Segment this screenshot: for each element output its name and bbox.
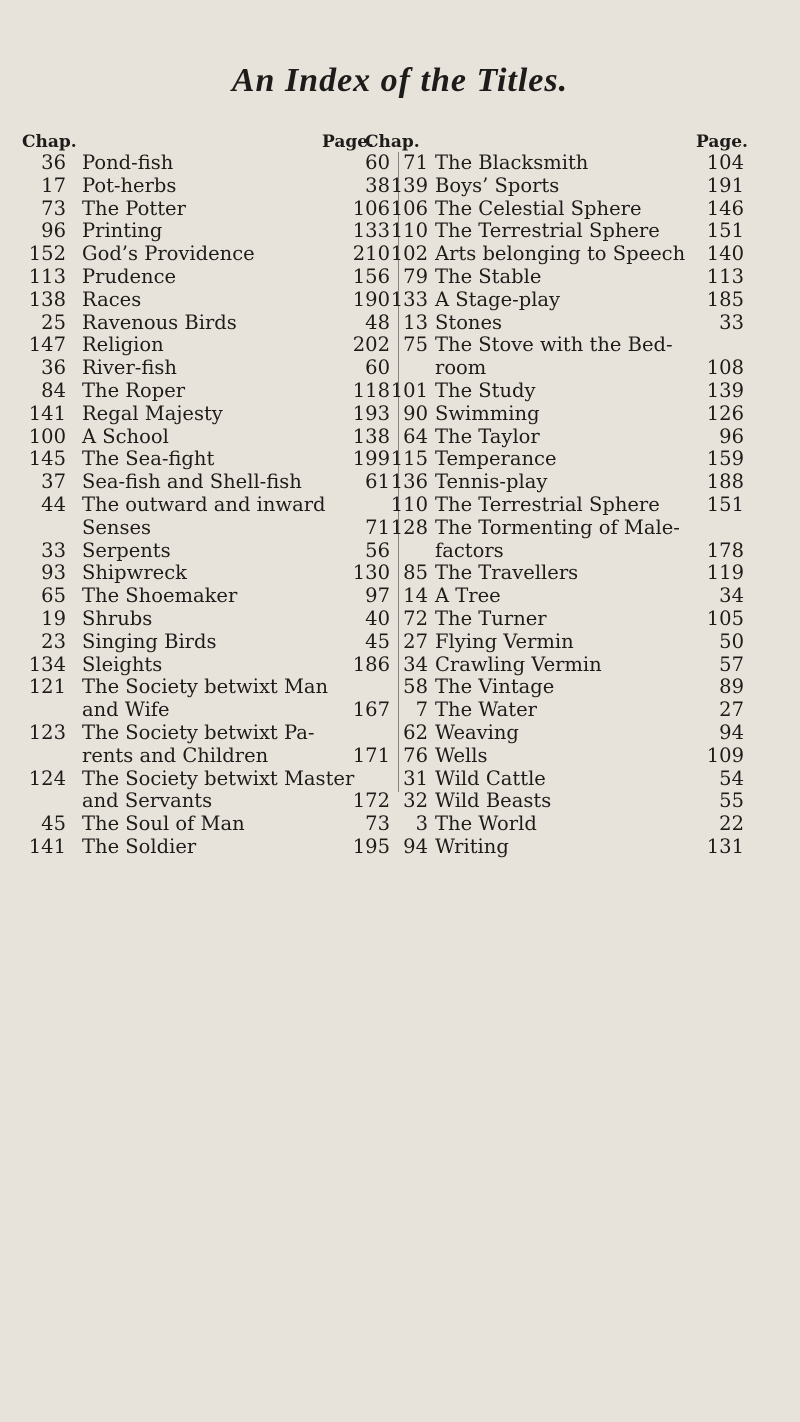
entry-title: The Soul of Man [82, 812, 245, 836]
page-number: 48 [365, 310, 390, 334]
chapter-number: 110 [390, 492, 428, 516]
chapter-number: 14 [403, 584, 428, 608]
chapter-number: 71 [403, 151, 428, 174]
page-number: 97 [365, 584, 390, 608]
entry-title: The Water [435, 698, 537, 722]
chapter-number: 23 [41, 629, 66, 653]
entry-title: The Roper [82, 378, 186, 402]
page-title: An Index of the Titles. [231, 62, 569, 99]
page-number: 171 [352, 743, 390, 767]
chapter-number: 110 [390, 219, 428, 243]
page-number: 146 [706, 196, 744, 220]
page-number: 178 [706, 538, 744, 562]
chapter-number: 102 [390, 242, 428, 266]
page-number: 73 [365, 812, 390, 836]
entry-title: The Potter [82, 196, 186, 220]
page-number: 71 [365, 515, 390, 539]
chapter-number: 73 [41, 196, 66, 220]
page-number: 45 [365, 629, 390, 653]
chapter-number: 64 [403, 424, 428, 448]
chapter-number: 32 [403, 789, 428, 813]
page-number: 106 [352, 196, 390, 220]
entry-title: The Terrestrial Sphere [435, 492, 660, 516]
entry-title: The Tormenting of Male- [435, 515, 680, 539]
page-number: 55 [719, 789, 744, 813]
chapter-number: 58 [403, 675, 428, 699]
page-number: 193 [352, 401, 390, 425]
entry-title: The Society betwixt Man [82, 675, 329, 699]
page-number: 156 [352, 264, 390, 288]
chapter-number: 33 [41, 538, 66, 562]
page-number: 167 [352, 698, 390, 722]
chapter-number: 136 [390, 470, 428, 494]
chapter-number: 141 [28, 834, 66, 858]
chapter-number: 141 [28, 401, 66, 425]
chapter-number: 75 [403, 333, 428, 357]
page-number: 151 [706, 492, 744, 516]
entry-title: The Travellers [435, 561, 579, 585]
page-number: 108 [706, 356, 744, 380]
entry-title: Races [82, 287, 142, 311]
entry-title: The outward and inward [82, 492, 326, 516]
page-number: 191 [706, 173, 744, 197]
chapter-number: 139 [390, 173, 428, 197]
chapter-number: 101 [390, 378, 428, 402]
chapter-number: 65 [41, 584, 66, 608]
chapter-number: 45 [41, 812, 66, 836]
right-page-header: Page. [696, 132, 748, 152]
entry-title: Tennis-play [435, 470, 548, 494]
right-chap-header: Chap. [365, 132, 420, 152]
chapter-number: 106 [390, 196, 428, 220]
page-number: 38 [365, 173, 390, 197]
page-number: 139 [706, 378, 744, 402]
entry-title: Arts belonging to Speech [435, 242, 686, 266]
entry-title: Stones [435, 310, 503, 334]
page-number: 40 [365, 606, 390, 630]
entry-title: River-fish [82, 356, 177, 380]
chapter-number: 94 [403, 834, 428, 858]
chapter-number: 44 [41, 492, 66, 516]
entry-title: The Society betwixt Master [82, 766, 355, 790]
entry-title: factors [435, 538, 504, 562]
entry-title: and Wife [82, 698, 170, 722]
page-number: 202 [352, 333, 390, 357]
page-number: 60 [365, 151, 390, 174]
entry-title: Temperance [435, 447, 557, 471]
page-number: 54 [719, 766, 744, 790]
chapter-number: 13 [403, 310, 428, 334]
entry-title: Flying Vermin [435, 629, 574, 653]
entry-title: Prudence [82, 264, 177, 288]
page-number: 186 [352, 652, 390, 676]
page-number: 118 [352, 378, 390, 402]
chapter-number: 128 [390, 515, 428, 539]
chapter-number: 79 [403, 264, 428, 288]
entry-title: Weaving [435, 720, 519, 744]
chapter-number: 76 [403, 743, 428, 767]
left-page-header: Page. [322, 132, 374, 152]
chapter-number: 84 [41, 378, 66, 402]
entry-title: Shipwreck [82, 561, 187, 585]
entry-title: The Vintage [435, 675, 555, 699]
entry-title: The Stable [435, 264, 542, 288]
page-number: 138 [352, 424, 390, 448]
page-number: 22 [719, 812, 744, 836]
entry-title: Wells [435, 743, 488, 767]
page-number: 60 [365, 356, 390, 380]
page-number: 94 [719, 720, 744, 744]
entry-title: The Shoemaker [82, 584, 238, 608]
entry-title: Boys’ Sports [435, 173, 560, 197]
entry-title: A Tree [435, 584, 501, 608]
entry-title: The Taylor [435, 424, 540, 448]
page-number: 50 [719, 629, 744, 653]
page-number: 56 [365, 538, 390, 562]
entry-title: The Terrestrial Sphere [435, 219, 660, 243]
chapter-number: 124 [28, 766, 66, 790]
entry-title: Writing [435, 834, 509, 858]
entry-title: The World [435, 812, 537, 836]
chapter-number: 17 [41, 173, 66, 197]
page-number: 96 [719, 424, 744, 448]
chapter-number: 72 [403, 606, 428, 630]
chapter-number: 134 [28, 652, 66, 676]
entry-title: A School [82, 424, 169, 448]
entry-title: The Soldier [82, 834, 197, 858]
chapter-number: 7 [415, 698, 428, 722]
chapter-number: 36 [41, 151, 66, 174]
entry-title: God’s Providence [82, 242, 255, 266]
chapter-number: 152 [28, 242, 66, 266]
entry-title: Singing Birds [82, 629, 217, 653]
entry-title: Printing [82, 219, 163, 243]
chapter-number: 90 [403, 401, 428, 425]
page-number: 199 [352, 447, 390, 471]
page-number: 109 [706, 743, 744, 767]
page-number: 172 [352, 789, 390, 813]
entry-title: Sea-fish and Shell-fish [82, 470, 302, 494]
chapter-number: 113 [28, 264, 66, 288]
page-number: 113 [706, 264, 744, 288]
entry-title: Crawling Vermin [435, 652, 602, 676]
entry-title: The Study [435, 378, 536, 402]
entry-title: The Turner [435, 606, 547, 630]
page-number: 126 [706, 401, 744, 425]
page-number: 61 [365, 470, 390, 494]
left-chap-header: Chap. [22, 132, 77, 152]
chapter-number: 37 [41, 470, 66, 494]
entry-title: Regal Majesty [82, 401, 223, 425]
chapter-number: 138 [28, 287, 66, 311]
entry-title: Ravenous Birds [82, 310, 237, 334]
page-number: 140 [706, 242, 744, 266]
chapter-number: 96 [41, 219, 66, 243]
entry-title: The Stove with the Bed- [435, 333, 673, 357]
chapter-number: 36 [41, 356, 66, 380]
page-number: 89 [719, 675, 744, 699]
entry-title: and Servants [82, 789, 213, 813]
chapter-number: 34 [403, 652, 428, 676]
chapter-number: 145 [28, 447, 66, 471]
entry-title: Swimming [435, 401, 540, 425]
entry-title: Religion [82, 333, 164, 357]
page-number: 104 [706, 151, 744, 174]
entry-title: The Celestial Sphere [435, 196, 642, 220]
chapter-number: 3 [415, 812, 428, 836]
entry-title: room [435, 356, 487, 380]
page-number: 210 [352, 242, 390, 266]
entry-title: Wild Beasts [435, 789, 552, 813]
page-number: 105 [706, 606, 744, 630]
entry-title: The Sea-fight [82, 447, 215, 471]
page-number: 195 [352, 834, 390, 858]
chapter-number: 93 [41, 561, 66, 585]
page-number: 188 [706, 470, 744, 494]
entry-title: The Blacksmith [435, 151, 589, 174]
page-number: 131 [706, 834, 744, 858]
page-number: 151 [706, 219, 744, 243]
page-number: 57 [719, 652, 744, 676]
page-number: 33 [719, 310, 744, 334]
chapter-number: 62 [403, 720, 428, 744]
entry-title: Senses [82, 515, 152, 539]
entry-title: Serpents [82, 538, 171, 562]
page-number: 27 [719, 698, 744, 722]
entry-title: Sleights [82, 652, 163, 676]
entry-title: The Society betwixt Pa- [82, 720, 315, 744]
page-number: 130 [352, 561, 390, 585]
chapter-number: 123 [28, 720, 66, 744]
page-number: 34 [719, 584, 744, 608]
chapter-number: 133 [390, 287, 428, 311]
page-number: 185 [706, 287, 744, 311]
chapter-number: 85 [403, 561, 428, 585]
chapter-number: 147 [28, 333, 66, 357]
page-number: 119 [706, 561, 744, 585]
page-number: 133 [352, 219, 390, 243]
entry-title: Wild Cattle [435, 766, 546, 790]
entry-title: Pond-fish [82, 151, 174, 174]
entry-title: rents and Children [82, 743, 269, 767]
chapter-number: 115 [390, 447, 428, 471]
chapter-number: 31 [403, 766, 428, 790]
chapter-number: 27 [403, 629, 428, 653]
entry-title: Shrubs [82, 606, 153, 630]
chapter-number: 25 [41, 310, 66, 334]
page-number: 159 [706, 447, 744, 471]
chapter-number: 100 [28, 424, 66, 448]
page-number: 190 [352, 287, 390, 311]
chapter-number: 19 [41, 606, 66, 630]
entry-title: Pot-herbs [82, 173, 177, 197]
chapter-number: 121 [28, 675, 66, 699]
entry-title: A Stage-play [435, 287, 561, 311]
